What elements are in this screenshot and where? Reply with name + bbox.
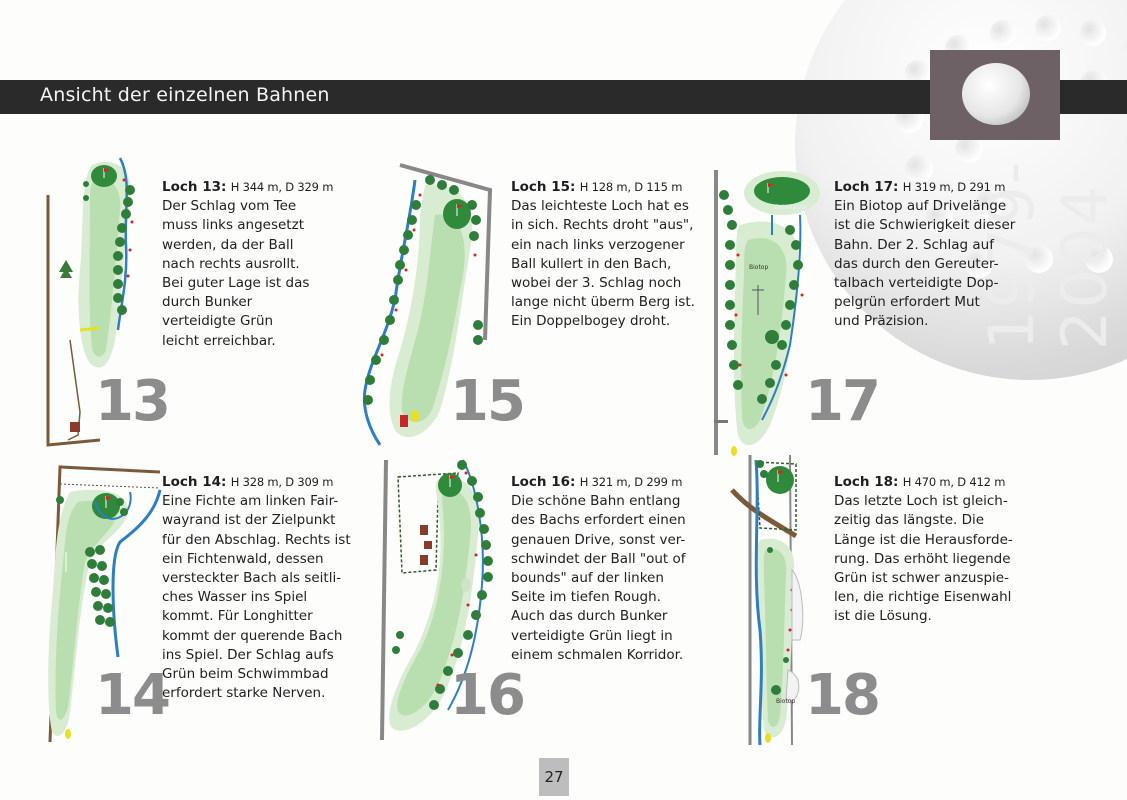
hole-14-description: Eine Fichte am linken Fair- wayrand ist der Zielpunkt für den Abschlag. Rechts ist ein Fichtenwald, dessen versteckter Bach als seitli- ches Wasser ins Spiel kommt. Für Longhitter kommt der querende Bach ins Spiel. Der Schlag aufs Grün beim Schwimmbad erfordert starke Nerven.	[162, 493, 351, 702]
hole-15-label: Loch 15:	[511, 179, 576, 195]
hole-18-description: Das letzte Loch ist gleich- zeitig das längste. Die Länge ist die Herausforde- rung. Das erhöht liegende Grün ist schwer anzuspie- len, die richtige Eisenwahl ist die Lösung.	[834, 493, 1013, 625]
hole-18-biotop-label: Biotop	[776, 698, 796, 705]
hole-14-distance: H 328 m, D 309 m	[230, 475, 334, 489]
page-title: Ansicht der einzelnen Bahnen	[40, 84, 330, 106]
hole-17-text	[834, 178, 1054, 332]
hole-13-label: Loch 13:	[162, 179, 227, 195]
anniversary-years: 1979-2004	[975, 159, 1121, 350]
hole-14-number: 14	[95, 663, 169, 728]
hole-16-number: 16	[450, 663, 524, 728]
hole-18-label: Loch 18:	[834, 474, 899, 490]
hole-17-number: 17	[805, 369, 879, 434]
hole-17-description: Ein Biotop auf Drivelänge ist die Schwierigkeit dieser Bahn. Der 2. Schlag auf das durch den Gereuter- talbach verteidigte Dop- pelgrün erfordert Mut und Präzision.	[834, 198, 1016, 330]
hole-18-distance: H 470 m, D 412 m	[902, 475, 1006, 489]
hole-17-biotop-label: Biotop	[749, 264, 769, 271]
hole-18-number: 18	[805, 663, 879, 728]
hole-15-text	[511, 178, 731, 332]
hole-18-text	[834, 473, 1054, 627]
hole-17-distance: H 319 m, D 291 m	[902, 180, 1006, 194]
hole-15-distance: H 128 m, D 115 m	[579, 180, 683, 194]
hole-13-number: 13	[95, 369, 169, 434]
hole-13-text	[162, 178, 372, 351]
hole-16-distance: H 321 m, D 299 m	[579, 475, 683, 489]
hole-14-label: Loch 14:	[162, 474, 227, 490]
hole-13-description: Der Schlag vom Tee muss links angesetzt werden, da der Ball nach rechts ausrollt. Bei guter Lage ist das durch Bunker verteidigte Grün leicht erreichbar.	[162, 198, 310, 349]
hole-16-description: Die schöne Bahn entlang des Bachs erfordert einen genauen Drive, sonst ver- schwindet der Ball "out of bounds" auf der linken Seite im tiefen Rough. Auch das durch Bunker verteidigte Grün liegt in einem schmalen Korridor.	[511, 493, 686, 663]
hole-15-description: Das leichteste Loch hat es in sich. Rechts droht "aus", ein nach links verzogener Ball kullert in den Bach, wobei der 3. Schlag noch lange nicht überm Berg ist. Ein Doppelbogey droht.	[511, 198, 695, 330]
hole-14-text	[162, 473, 382, 703]
hole-15-number: 15	[450, 369, 524, 434]
hole-17-drivelength-label: Drivelänge	[775, 204, 808, 211]
hole-17-label: Loch 17:	[834, 179, 899, 195]
hole-16-label: Loch 16:	[511, 474, 576, 490]
hole-13-distance: H 344 m, D 329 m	[230, 180, 334, 194]
page-number: 27	[539, 758, 569, 796]
hole-16-text	[511, 473, 731, 665]
